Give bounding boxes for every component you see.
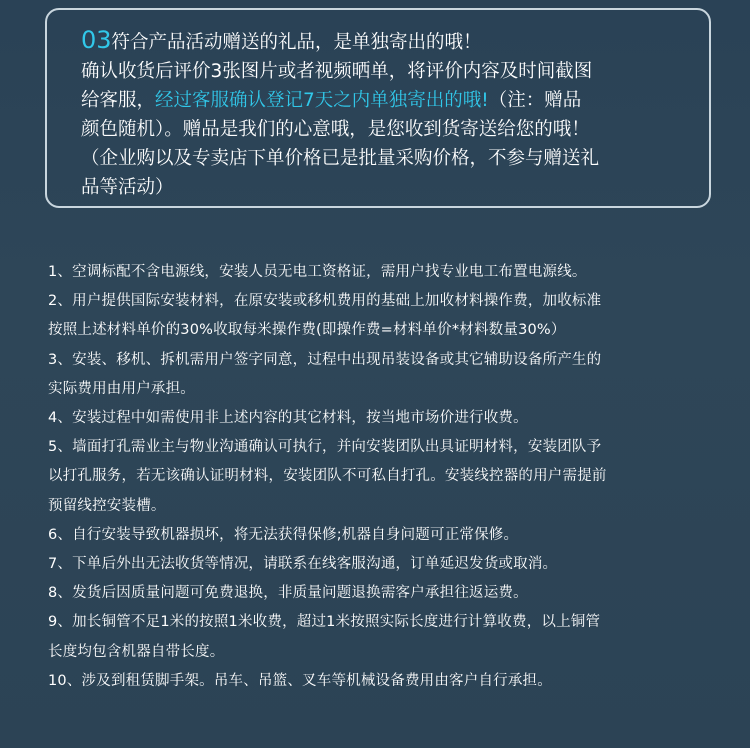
rule-8: 8、发货后因质量问题可免费退换，非质量问题退换需客户承担往返运费。 (48, 585, 528, 602)
gift-notice-box (45, 8, 711, 208)
rule-3: 3、安装、移机、拆机需用户签字同意，过程中出现吊装设备或其它辅助设备所产生的 (48, 351, 602, 368)
notice-number: 03 (81, 26, 112, 54)
notice-line-5: （企业购以及专卖店下单价格已是批量采购价格，不参与赠送礼 (81, 148, 600, 169)
notice-line-3: 给客服，经过客服确认登记7天之内单独寄出的哦!（注：赠品 (81, 90, 582, 111)
rule-2: 2、用户提供国际安装材料，在原安装或移机费用的基础上加收材料操作费，加收标准 (48, 293, 602, 310)
installation-rules-list (48, 258, 728, 696)
notice-line-1: 03符合产品活动赠送的礼品，是单独寄出的哦！ (81, 26, 482, 54)
rule-5-cont-1: 以打孔服务，若无该确认证明材料，安装团队不可私自打孔。安装线控器的用户需提前 (48, 468, 607, 485)
rule-4: 4、安装过程中如需使用非上述内容的其它材料，按当地市场价进行收费。 (48, 410, 528, 427)
rule-9: 9、加长铜管不足1米的按照1米收费，超过1米按照实际长度进行计算收费，以上铜管 (48, 614, 601, 631)
rule-10: 10、涉及到租赁脚手架。吊车、吊篮、叉车等机械设备费用由客户自行承担。 (48, 672, 552, 689)
notice-line-2: 确认收货后评价3张图片或者视频晒单，将评价内容及时间截图 (81, 61, 593, 82)
rule-1: 1、空调标配不含电源线，安装人员无电工资格证，需用户找专业电工布置电源线。 (48, 264, 587, 280)
notice-highlight: 经过客服确认登记7天之内单独寄出的哦! (155, 90, 489, 111)
notice-line-6: 品等活动） (81, 177, 174, 198)
rule-5: 5、墙面打孔需业主与物业沟通确认可执行，并向安装团队出具证明材料，安装团队予 (48, 439, 602, 456)
rule-3-cont: 实际费用由用户承担。 (48, 380, 195, 397)
rule-6: 6、自行安装导致机器损坏，将无法获得保修;机器自身问题可正常保修。 (48, 526, 519, 543)
notice-line-4: 颜色随机）。赠品是我们的心意哦，是您收到货寄送给您的哦！ (81, 119, 590, 140)
rule-5-cont-2: 预留线控安装槽。 (48, 497, 166, 514)
rule-7: 7、下单后外出无法收货等情况，请联系在线客服沟通，订单延迟发货或取消。 (48, 556, 558, 573)
rule-9-cont: 长度均包含机器自带长度。 (48, 643, 225, 660)
rule-2-cont: 按照上述材料单价的30%收取每米操作费(即操作费=材料单价*材料数量30%） (48, 322, 566, 339)
